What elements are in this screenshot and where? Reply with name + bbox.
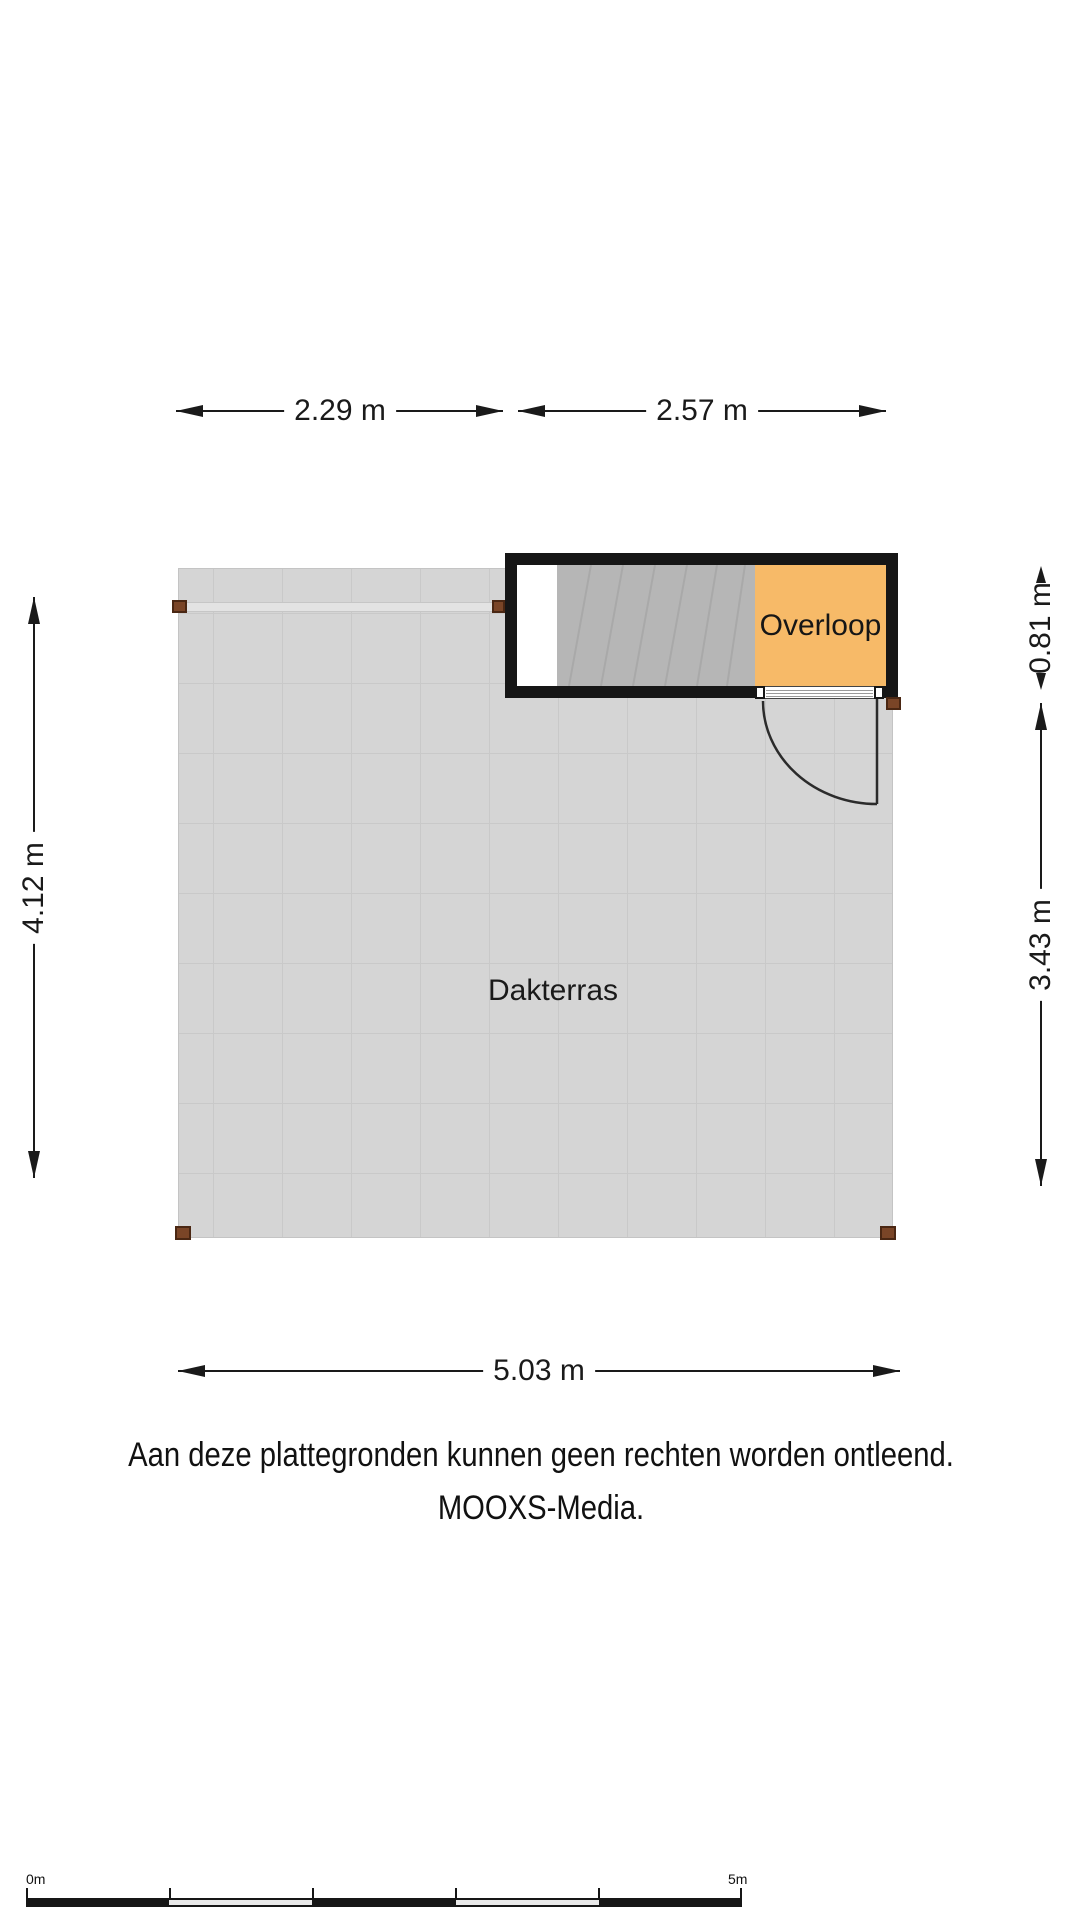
- door-swing-icon: [740, 688, 900, 814]
- wood-post-icon: [886, 697, 901, 710]
- room-label-dakterras: Dakterras: [487, 974, 619, 1007]
- scale-bar: [26, 1898, 742, 1907]
- arrowhead-up-icon: [1035, 703, 1047, 730]
- stair-treads-icon: [557, 565, 755, 686]
- overloop-interior: [517, 565, 886, 686]
- scale-bar-segment: [312, 1898, 455, 1907]
- disclaimer-text: Aan deze plattegronden kunnen geen rechten worden ontleend.: [128, 1436, 954, 1474]
- arrowhead-left-icon: [178, 1365, 205, 1377]
- scale-label-end: 5m: [728, 1871, 748, 1887]
- arrowhead-left-icon: [176, 405, 203, 417]
- wood-post-icon: [492, 600, 505, 613]
- dimension-label: 2.57 m: [646, 392, 758, 430]
- arrowhead-down-icon: [1035, 1159, 1047, 1186]
- scale-bar-segment: [456, 1898, 599, 1907]
- dimension-label: 0.81 m: [1024, 582, 1057, 674]
- scale-tick: [169, 1888, 171, 1898]
- room-label-overloop: Overloop: [759, 608, 882, 642]
- arrowhead-right-icon: [859, 405, 886, 417]
- arrowhead-up-icon: [1036, 566, 1046, 583]
- wood-post-icon: [172, 600, 187, 613]
- terrace-edge-railing: [178, 602, 507, 612]
- overloop-room: [755, 565, 886, 686]
- stairwell-void: [517, 565, 557, 686]
- scale-bar-segment: [599, 1898, 742, 1907]
- scale-tick: [26, 1888, 28, 1898]
- arrowhead-down-icon: [1036, 673, 1046, 690]
- scale-bar-segment: [169, 1898, 312, 1907]
- dimension-label: 5.03 m: [483, 1352, 595, 1390]
- scale-tick: [740, 1888, 742, 1898]
- arrowhead-right-icon: [873, 1365, 900, 1377]
- arrowhead-up-icon: [28, 597, 40, 624]
- scale-tick: [598, 1888, 600, 1898]
- wood-post-icon: [880, 1226, 896, 1240]
- outer-wall: [505, 553, 898, 698]
- arrowhead-right-icon: [476, 405, 503, 417]
- scale-label-start: 0m: [26, 1871, 46, 1887]
- scale-tick: [312, 1888, 314, 1898]
- wood-post-icon: [175, 1226, 191, 1240]
- dimension-label: 3.43 m: [1022, 889, 1060, 1001]
- dimension-label: 2.29 m: [284, 392, 396, 430]
- arrowhead-left-icon: [518, 405, 545, 417]
- disclaimer-brand: MOOXS-Media.: [437, 1489, 645, 1527]
- dimension-label: 4.12 m: [15, 832, 53, 944]
- scale-bar-segment: [26, 1898, 169, 1907]
- scale-tick: [455, 1888, 457, 1898]
- stairs: [557, 565, 755, 686]
- arrowhead-down-icon: [28, 1151, 40, 1178]
